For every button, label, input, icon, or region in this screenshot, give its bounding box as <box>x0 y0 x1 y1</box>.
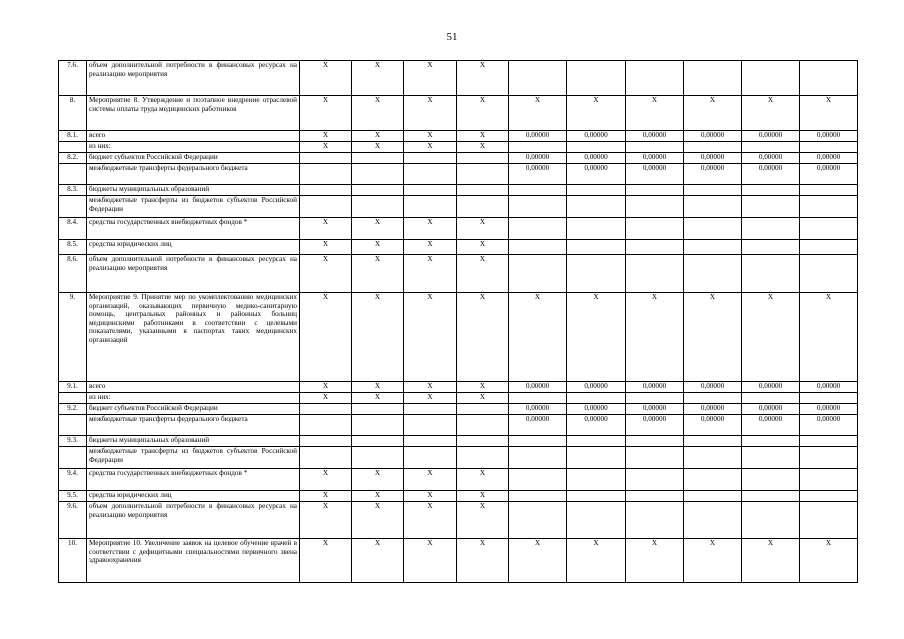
value-cell <box>567 218 626 240</box>
value-cell <box>684 469 742 491</box>
row-number: 9.2. <box>59 404 87 415</box>
value-cell: X <box>352 382 404 393</box>
value-cell <box>567 502 626 539</box>
value-cell: 0,00000 <box>684 131 742 142</box>
row-number: 9. <box>59 293 87 382</box>
row-number: 9.6. <box>59 502 87 539</box>
row-description: из них: <box>87 393 300 404</box>
value-cell <box>626 255 684 293</box>
row-description: бюджет субъектов Российской Федерации <box>87 153 300 164</box>
table-row <box>59 218 858 240</box>
value-cell: X <box>352 293 404 382</box>
value-cell <box>567 61 626 96</box>
value-cell: 0,00000 <box>509 382 567 393</box>
value-cell: 0,00000 <box>567 382 626 393</box>
value-cell <box>404 164 457 185</box>
table-row <box>59 142 858 153</box>
value-cell: X <box>800 96 858 131</box>
value-cell <box>567 469 626 491</box>
value-cell: X <box>404 142 457 153</box>
value-cell <box>509 142 567 153</box>
value-cell: 0,00000 <box>509 164 567 185</box>
value-cell: X <box>300 142 352 153</box>
value-cell: 0,00000 <box>567 404 626 415</box>
value-cell <box>626 185 684 196</box>
value-cell <box>457 404 509 415</box>
value-cell <box>457 185 509 196</box>
value-cell <box>742 502 800 539</box>
value-cell: X <box>404 539 457 583</box>
value-cell: 0,00000 <box>800 382 858 393</box>
value-cell <box>684 447 742 469</box>
value-cell <box>684 393 742 404</box>
value-cell: 0,00000 <box>509 131 567 142</box>
value-cell: X <box>457 96 509 131</box>
value-cell: X <box>509 293 567 382</box>
value-cell <box>800 447 858 469</box>
value-cell <box>509 185 567 196</box>
value-cell <box>509 218 567 240</box>
value-cell: 0,00000 <box>684 382 742 393</box>
value-cell <box>509 61 567 96</box>
value-cell: X <box>352 539 404 583</box>
value-cell <box>684 61 742 96</box>
value-cell: X <box>404 96 457 131</box>
value-cell: X <box>300 469 352 491</box>
value-cell <box>567 393 626 404</box>
value-cell <box>742 61 800 96</box>
value-cell: X <box>300 240 352 255</box>
value-cell: X <box>567 96 626 131</box>
value-cell: X <box>509 539 567 583</box>
value-cell: X <box>352 469 404 491</box>
value-cell: X <box>404 293 457 382</box>
value-cell: X <box>300 393 352 404</box>
value-cell: X <box>684 293 742 382</box>
value-cell <box>800 436 858 447</box>
value-cell: X <box>404 382 457 393</box>
value-cell: X <box>352 502 404 539</box>
value-cell: X <box>404 502 457 539</box>
value-cell <box>567 142 626 153</box>
value-cell: X <box>352 96 404 131</box>
value-cell: X <box>300 539 352 583</box>
value-cell <box>800 240 858 255</box>
value-cell: 0,00000 <box>742 415 800 436</box>
row-description: межбюджетные трансферты федерального бюджета <box>87 415 300 436</box>
value-cell <box>742 469 800 491</box>
value-cell <box>300 185 352 196</box>
value-cell <box>300 415 352 436</box>
value-cell <box>742 255 800 293</box>
value-cell: X <box>300 293 352 382</box>
value-cell <box>800 61 858 96</box>
value-cell: X <box>404 469 457 491</box>
value-cell: X <box>567 293 626 382</box>
value-cell <box>404 447 457 469</box>
value-cell: X <box>352 61 404 96</box>
value-cell: X <box>457 240 509 255</box>
value-cell <box>626 240 684 255</box>
table-row <box>59 491 858 502</box>
value-cell: X <box>300 255 352 293</box>
value-cell <box>742 393 800 404</box>
value-cell: X <box>404 255 457 293</box>
row-description: бюджеты муниципальных образований <box>87 436 300 447</box>
value-cell <box>684 240 742 255</box>
value-cell <box>352 196 404 218</box>
value-cell <box>800 218 858 240</box>
value-cell: 0,00000 <box>567 164 626 185</box>
value-cell <box>626 447 684 469</box>
value-cell: X <box>684 96 742 131</box>
value-cell: X <box>457 131 509 142</box>
row-description: всего <box>87 382 300 393</box>
value-cell <box>352 447 404 469</box>
value-cell <box>352 404 404 415</box>
value-cell <box>404 415 457 436</box>
row-number: 9.1. <box>59 382 87 393</box>
value-cell <box>404 436 457 447</box>
value-cell <box>626 142 684 153</box>
table-row <box>59 185 858 196</box>
value-cell <box>457 447 509 469</box>
value-cell: X <box>404 491 457 502</box>
table-row <box>59 415 858 436</box>
value-cell: X <box>457 382 509 393</box>
value-cell: 0,00000 <box>800 164 858 185</box>
value-cell <box>800 255 858 293</box>
value-cell: 0,00000 <box>567 153 626 164</box>
row-number: 8.4. <box>59 218 87 240</box>
value-cell: 0,00000 <box>626 164 684 185</box>
value-cell: 0,00000 <box>626 131 684 142</box>
value-cell <box>300 436 352 447</box>
value-cell: X <box>457 293 509 382</box>
value-cell <box>300 196 352 218</box>
value-cell: X <box>300 96 352 131</box>
value-cell <box>509 447 567 469</box>
value-cell: 0,00000 <box>567 131 626 142</box>
value-cell <box>509 491 567 502</box>
row-description: межбюджетные трансферты из бюджетов субъектов Российской Федерации <box>87 196 300 218</box>
value-cell <box>742 185 800 196</box>
value-cell: X <box>352 255 404 293</box>
row-description: средства юридических лиц <box>87 491 300 502</box>
row-number: 9.5. <box>59 491 87 502</box>
value-cell: X <box>404 393 457 404</box>
row-number: 8.3. <box>59 185 87 196</box>
value-cell <box>567 491 626 502</box>
value-cell <box>509 240 567 255</box>
value-cell <box>626 469 684 491</box>
value-cell <box>567 240 626 255</box>
value-cell: 0,00000 <box>800 131 858 142</box>
value-cell <box>404 196 457 218</box>
value-cell: X <box>626 96 684 131</box>
value-cell: X <box>457 142 509 153</box>
value-cell: 0,00000 <box>626 382 684 393</box>
table-row <box>59 293 858 382</box>
value-cell <box>626 196 684 218</box>
value-cell: X <box>457 255 509 293</box>
value-cell <box>300 164 352 185</box>
value-cell: 0,00000 <box>742 131 800 142</box>
row-description: межбюджетные трансферты федерального бюджета <box>87 164 300 185</box>
table-row <box>59 404 858 415</box>
table-row <box>59 382 858 393</box>
value-cell: X <box>404 131 457 142</box>
value-cell: 0,00000 <box>684 164 742 185</box>
value-cell: X <box>626 293 684 382</box>
table-row <box>59 447 858 469</box>
value-cell: 0,00000 <box>509 415 567 436</box>
value-cell <box>567 436 626 447</box>
value-cell: X <box>352 240 404 255</box>
value-cell: X <box>626 539 684 583</box>
value-cell: X <box>457 502 509 539</box>
row-number <box>59 393 87 404</box>
table-row <box>59 393 858 404</box>
value-cell <box>404 185 457 196</box>
value-cell: 0,00000 <box>626 153 684 164</box>
row-number <box>59 415 87 436</box>
row-number: 8.2. <box>59 153 87 164</box>
value-cell: X <box>800 293 858 382</box>
value-cell: X <box>509 96 567 131</box>
value-cell: X <box>300 382 352 393</box>
value-cell <box>300 404 352 415</box>
value-cell <box>352 436 404 447</box>
table-row <box>59 164 858 185</box>
row-description: из них: <box>87 142 300 153</box>
row-number <box>59 447 87 469</box>
value-cell: X <box>300 131 352 142</box>
value-cell <box>684 185 742 196</box>
row-number: 9.3. <box>59 436 87 447</box>
row-description: Мероприятие 8. Утверждение и поэтапное внедрение отраслевой системы оплаты труда медицинских работников <box>87 96 300 131</box>
value-cell <box>742 491 800 502</box>
table-row <box>59 196 858 218</box>
value-cell <box>800 196 858 218</box>
value-cell: X <box>352 142 404 153</box>
row-number: 8. <box>59 96 87 131</box>
value-cell: X <box>800 539 858 583</box>
value-cell <box>457 436 509 447</box>
row-description: средства государственных внебюджетных фондов * <box>87 469 300 491</box>
row-number: 8.1. <box>59 131 87 142</box>
value-cell <box>457 415 509 436</box>
table-row <box>59 255 858 293</box>
value-cell: 0,00000 <box>626 415 684 436</box>
value-cell: X <box>457 469 509 491</box>
value-cell: X <box>300 502 352 539</box>
value-cell: X <box>352 393 404 404</box>
value-cell <box>742 447 800 469</box>
value-cell <box>800 393 858 404</box>
value-cell: 0,00000 <box>509 404 567 415</box>
row-number: 9.4. <box>59 469 87 491</box>
value-cell <box>509 469 567 491</box>
value-cell: X <box>457 393 509 404</box>
value-cell <box>509 436 567 447</box>
value-cell <box>404 153 457 164</box>
row-number: 10. <box>59 539 87 583</box>
value-cell: 0,00000 <box>684 153 742 164</box>
value-cell: X <box>457 491 509 502</box>
value-cell: X <box>300 61 352 96</box>
value-cell: X <box>404 218 457 240</box>
row-number <box>59 196 87 218</box>
value-cell: 0,00000 <box>684 415 742 436</box>
value-cell <box>742 240 800 255</box>
value-cell <box>626 502 684 539</box>
value-cell <box>352 415 404 436</box>
value-cell <box>800 491 858 502</box>
value-cell <box>800 142 858 153</box>
value-cell <box>567 255 626 293</box>
value-cell <box>626 61 684 96</box>
value-cell: X <box>684 539 742 583</box>
value-cell: X <box>352 131 404 142</box>
value-cell <box>457 153 509 164</box>
value-cell <box>742 142 800 153</box>
row-description: объем дополнительной потребности в финансовых ресурсах на реализацию мероприятия <box>87 61 300 96</box>
value-cell: X <box>404 61 457 96</box>
value-cell <box>684 502 742 539</box>
value-cell <box>626 393 684 404</box>
row-number: 8.5. <box>59 240 87 255</box>
value-cell <box>684 218 742 240</box>
row-description: бюджет субъектов Российской Федерации <box>87 404 300 415</box>
value-cell: X <box>404 240 457 255</box>
value-cell <box>567 185 626 196</box>
value-cell <box>684 255 742 293</box>
table-row <box>59 436 858 447</box>
value-cell: X <box>300 491 352 502</box>
row-number: 7.6. <box>59 61 87 96</box>
row-description: средства юридических лиц <box>87 240 300 255</box>
value-cell: 0,00000 <box>626 404 684 415</box>
value-cell: X <box>567 539 626 583</box>
value-cell <box>800 502 858 539</box>
value-cell <box>509 196 567 218</box>
value-cell: X <box>742 293 800 382</box>
value-cell: 0,00000 <box>800 415 858 436</box>
value-cell <box>352 185 404 196</box>
value-cell: 0,00000 <box>742 164 800 185</box>
page-number: 51 <box>446 31 458 43</box>
value-cell <box>742 436 800 447</box>
table-row <box>59 61 858 96</box>
value-cell <box>404 404 457 415</box>
value-cell: 0,00000 <box>742 153 800 164</box>
value-cell <box>742 218 800 240</box>
value-cell: X <box>300 218 352 240</box>
value-cell: X <box>457 218 509 240</box>
budget-table <box>58 60 858 583</box>
value-cell <box>300 447 352 469</box>
row-description: межбюджетные трансферты из бюджетов субъектов Российской Федерации <box>87 447 300 469</box>
value-cell <box>509 502 567 539</box>
value-cell <box>626 436 684 447</box>
table-row <box>59 131 858 142</box>
value-cell <box>626 218 684 240</box>
value-cell <box>352 164 404 185</box>
table-row <box>59 96 858 131</box>
value-cell: X <box>457 61 509 96</box>
row-number <box>59 164 87 185</box>
table-row <box>59 469 858 491</box>
value-cell: X <box>352 491 404 502</box>
value-cell <box>457 164 509 185</box>
value-cell <box>567 196 626 218</box>
value-cell <box>684 196 742 218</box>
value-cell: 0,00000 <box>742 404 800 415</box>
table-row <box>59 153 858 164</box>
value-cell: 0,00000 <box>800 153 858 164</box>
value-cell <box>626 491 684 502</box>
row-description: Мероприятие 10. Увеличение заявок на целевое обучение врачей в соответствии с дефицитными специальностями первичного звена здравоохранения <box>87 539 300 583</box>
row-description: всего <box>87 131 300 142</box>
value-cell: 0,00000 <box>684 404 742 415</box>
value-cell <box>567 447 626 469</box>
value-cell: X <box>457 539 509 583</box>
value-cell <box>684 491 742 502</box>
row-description: бюджеты муниципальных образований <box>87 185 300 196</box>
value-cell <box>509 393 567 404</box>
value-cell: X <box>742 96 800 131</box>
value-cell <box>509 255 567 293</box>
row-description: Мероприятие 9. Принятие мер по укомплектованию медицинских организаций, оказывающих первичную медико-санитарную помощь, центральных районных и районных больниц медицинскими работниками в соответствии с целевыми показателями, указанными в паспортах таких медицинских организаций <box>87 293 300 382</box>
value-cell: X <box>352 218 404 240</box>
value-cell: 0,00000 <box>509 153 567 164</box>
row-number <box>59 142 87 153</box>
value-cell: X <box>742 539 800 583</box>
value-cell <box>742 196 800 218</box>
value-cell <box>457 196 509 218</box>
value-cell <box>800 469 858 491</box>
row-description: объем дополнительной потребности в финансовых ресурсах на реализацию мероприятия <box>87 255 300 293</box>
value-cell: 0,00000 <box>800 404 858 415</box>
value-cell <box>352 153 404 164</box>
table-row <box>59 240 858 255</box>
value-cell <box>684 142 742 153</box>
value-cell: 0,00000 <box>567 415 626 436</box>
value-cell: 0,00000 <box>742 382 800 393</box>
row-description: средства государственных внебюджетных фондов * <box>87 218 300 240</box>
row-number: 8.6. <box>59 255 87 293</box>
value-cell <box>300 153 352 164</box>
value-cell <box>800 185 858 196</box>
row-description: объем дополнительной потребности в финансовых ресурсах на реализацию мероприятия <box>87 502 300 539</box>
value-cell <box>684 436 742 447</box>
table-row <box>59 539 858 583</box>
table-row <box>59 502 858 539</box>
